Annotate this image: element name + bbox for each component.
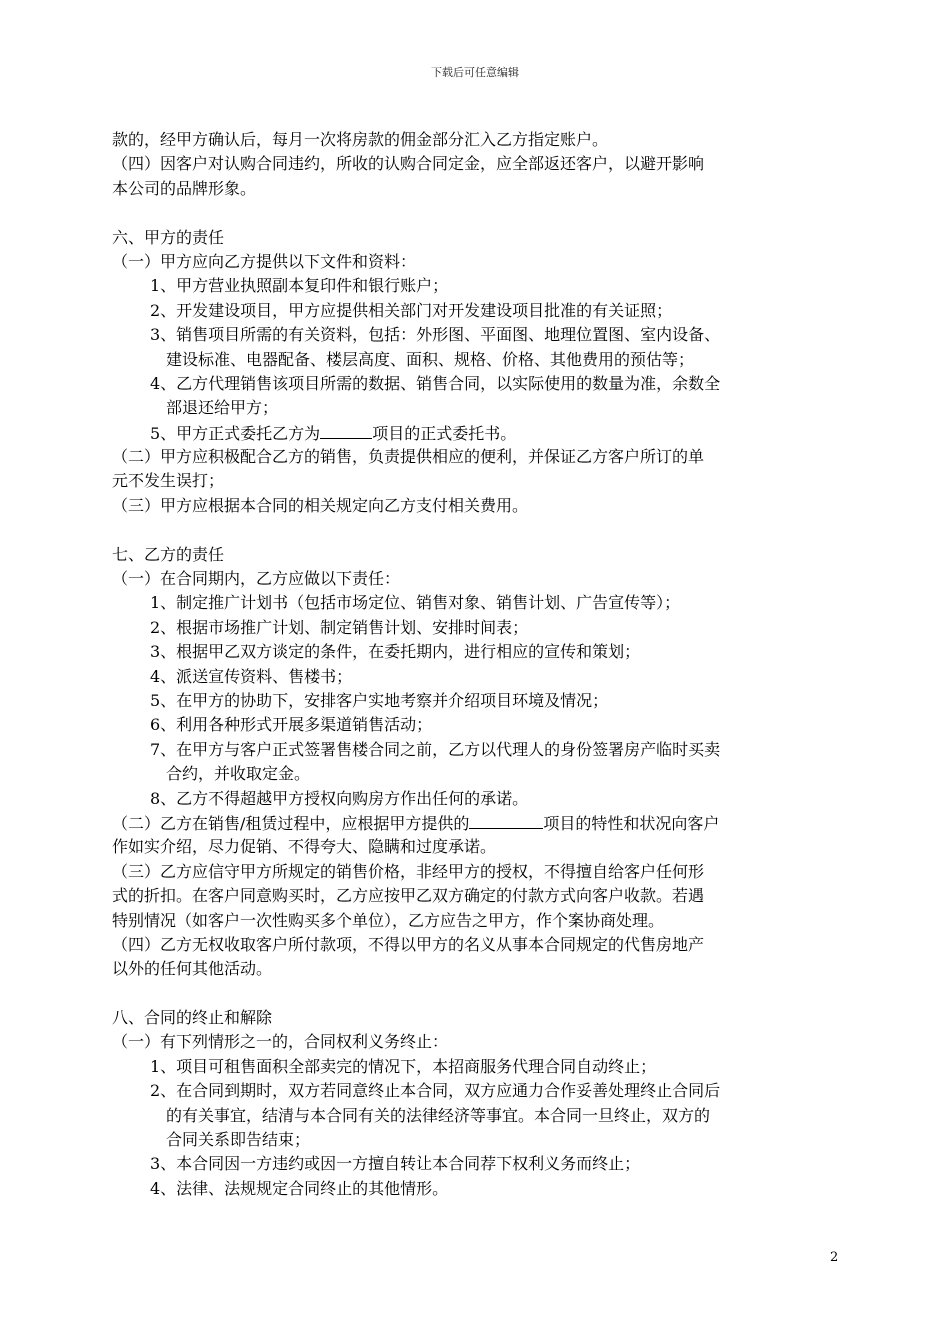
clause: （一）有下列情形之一的，合同权利义务终止： (112, 1032, 449, 1052)
list-item: 3、本合同因一方违约或因一方擅自转让本合同荐下权利义务而终止； (150, 1154, 641, 1174)
list-item-continuation: 建设标准、电器配备、楼层高度、面积、规格、价格、其他费用的预估等； (166, 349, 695, 369)
clause: （四）乙方无权收取客户所付款项，不得以甲方的名义从事本合同规定的代售房地产 (112, 934, 705, 954)
list-item (112, 421, 842, 445)
list-item: 1、甲方营业执照副本复印件和银行账户； (150, 276, 449, 296)
clause-text: （二）乙方在销售/租赁过程中，应根据甲方提供的 (112, 813, 470, 833)
list-item: 5、在甲方的协助下，安排客户实地考察并介绍项目环境及情况； (150, 690, 609, 710)
clause-continuation: 以外的任何其他活动。 (112, 959, 273, 979)
paragraph: （四）因客户对认购合同违约，所收的认购合同定金，应全部返还客户，以避开影响 (112, 154, 705, 174)
clause-continuation: 元不发生误打； (112, 471, 225, 491)
list-item: 4、派送宣传资料、售楼书； (150, 666, 353, 686)
blank-underline (320, 421, 372, 439)
clause: （二）甲方应积极配合乙方的销售，负责提供相应的便利，并保证乙方客户所订的单 (112, 447, 705, 467)
list-item: 4、乙方代理销售该项目所需的数据、销售合同，以实际使用的数量为准，余数全 (150, 373, 721, 393)
list-item: 1、项目可租售面积全部卖完的情况下，本招商服务代理合同自动终止； (150, 1056, 657, 1076)
list-item-continuation: 部退还给甲方； (166, 398, 279, 418)
list-item-continuation: 合同关系即告结束； (166, 1130, 311, 1150)
section-title: 八、合同的终止和解除 (112, 1008, 273, 1028)
clause-continuation: 式的折扣。在客户同意购买时，乙方应按甲乙双方确定的付款方式向客户收款。若遇 (112, 886, 705, 906)
list-item-continuation: 的有关事宜，结清与本合同有关的法律经济等事宜。本合同一旦终止，双方的 (166, 1105, 711, 1125)
list-item: 2、根据市场推广计划、制定销售计划、安排时间表； (150, 617, 529, 637)
clause: （三）乙方应信守甲方所规定的销售价格，非经甲方的授权，不得擅自给客户任何形 (112, 861, 705, 881)
section-title: 六、甲方的责任 (112, 227, 225, 247)
list-item: 4、法律、法规规定合同终止的其他情形。 (150, 1178, 449, 1198)
item-text: 5、甲方正式委托乙方为 (150, 423, 321, 443)
clause: （一）在合同期内，乙方应做以下责任： (112, 569, 401, 589)
list-item: 3、销售项目所需的有关资料，包括：外形图、平面图、地理位置图、室内设备、 (150, 325, 721, 345)
blank-underline (469, 811, 543, 829)
list-item: 2、在合同到期时，双方若同意终止本合同，双方应通力合作妥善处理终止合同后 (150, 1081, 721, 1101)
clause (112, 811, 842, 835)
list-item: 6、利用各种形式开展多渠道销售活动； (150, 715, 433, 735)
clause-continuation: 特别情况（如客户一次性购买多个单位），乙方应告之甲方，作个案协商处理。 (112, 910, 665, 930)
list-item: 7、在甲方与客户正式签署售楼合同之前，乙方以代理人的身份签署房产临时买卖 (150, 739, 721, 759)
item-text: 项目的正式委托书。 (372, 423, 517, 443)
page-header: 下载后可任意编辑 (431, 66, 519, 79)
clause-continuation: 作如实介绍，尽力促销、不得夸大、隐瞒和过度承诺。 (112, 837, 497, 857)
list-item: 2、开发建设项目，甲方应提供相关部门对开发建设项目批准的有关证照； (150, 300, 673, 320)
clause: （三）甲方应根据本合同的相关规定向乙方支付相关费用。 (112, 495, 529, 515)
clause: （一）甲方应向乙方提供以下文件和资料： (112, 251, 417, 271)
list-item: 8、乙方不得超越甲方授权向购房方作出任何的承诺。 (150, 788, 529, 808)
list-item: 3、根据甲乙双方谈定的条件，在委托期内，进行相应的宣传和策划； (150, 642, 641, 662)
section-title: 七、乙方的责任 (112, 544, 225, 564)
clause-text: 项目的特性和状况向客户 (543, 813, 720, 833)
paragraph: 款的，经甲方确认后，每月一次将房款的佣金部分汇入乙方指定账户。 (112, 130, 609, 149)
list-item-continuation: 合约，并收取定金。 (166, 764, 311, 784)
page-number: 2 (830, 1250, 839, 1265)
paragraph: 本公司的品牌形象。 (112, 178, 257, 198)
list-item: 1、制定推广计划书（包括市场定位、销售对象、销售计划、广告宣传等）； (150, 593, 681, 613)
document-body (112, 128, 842, 1201)
